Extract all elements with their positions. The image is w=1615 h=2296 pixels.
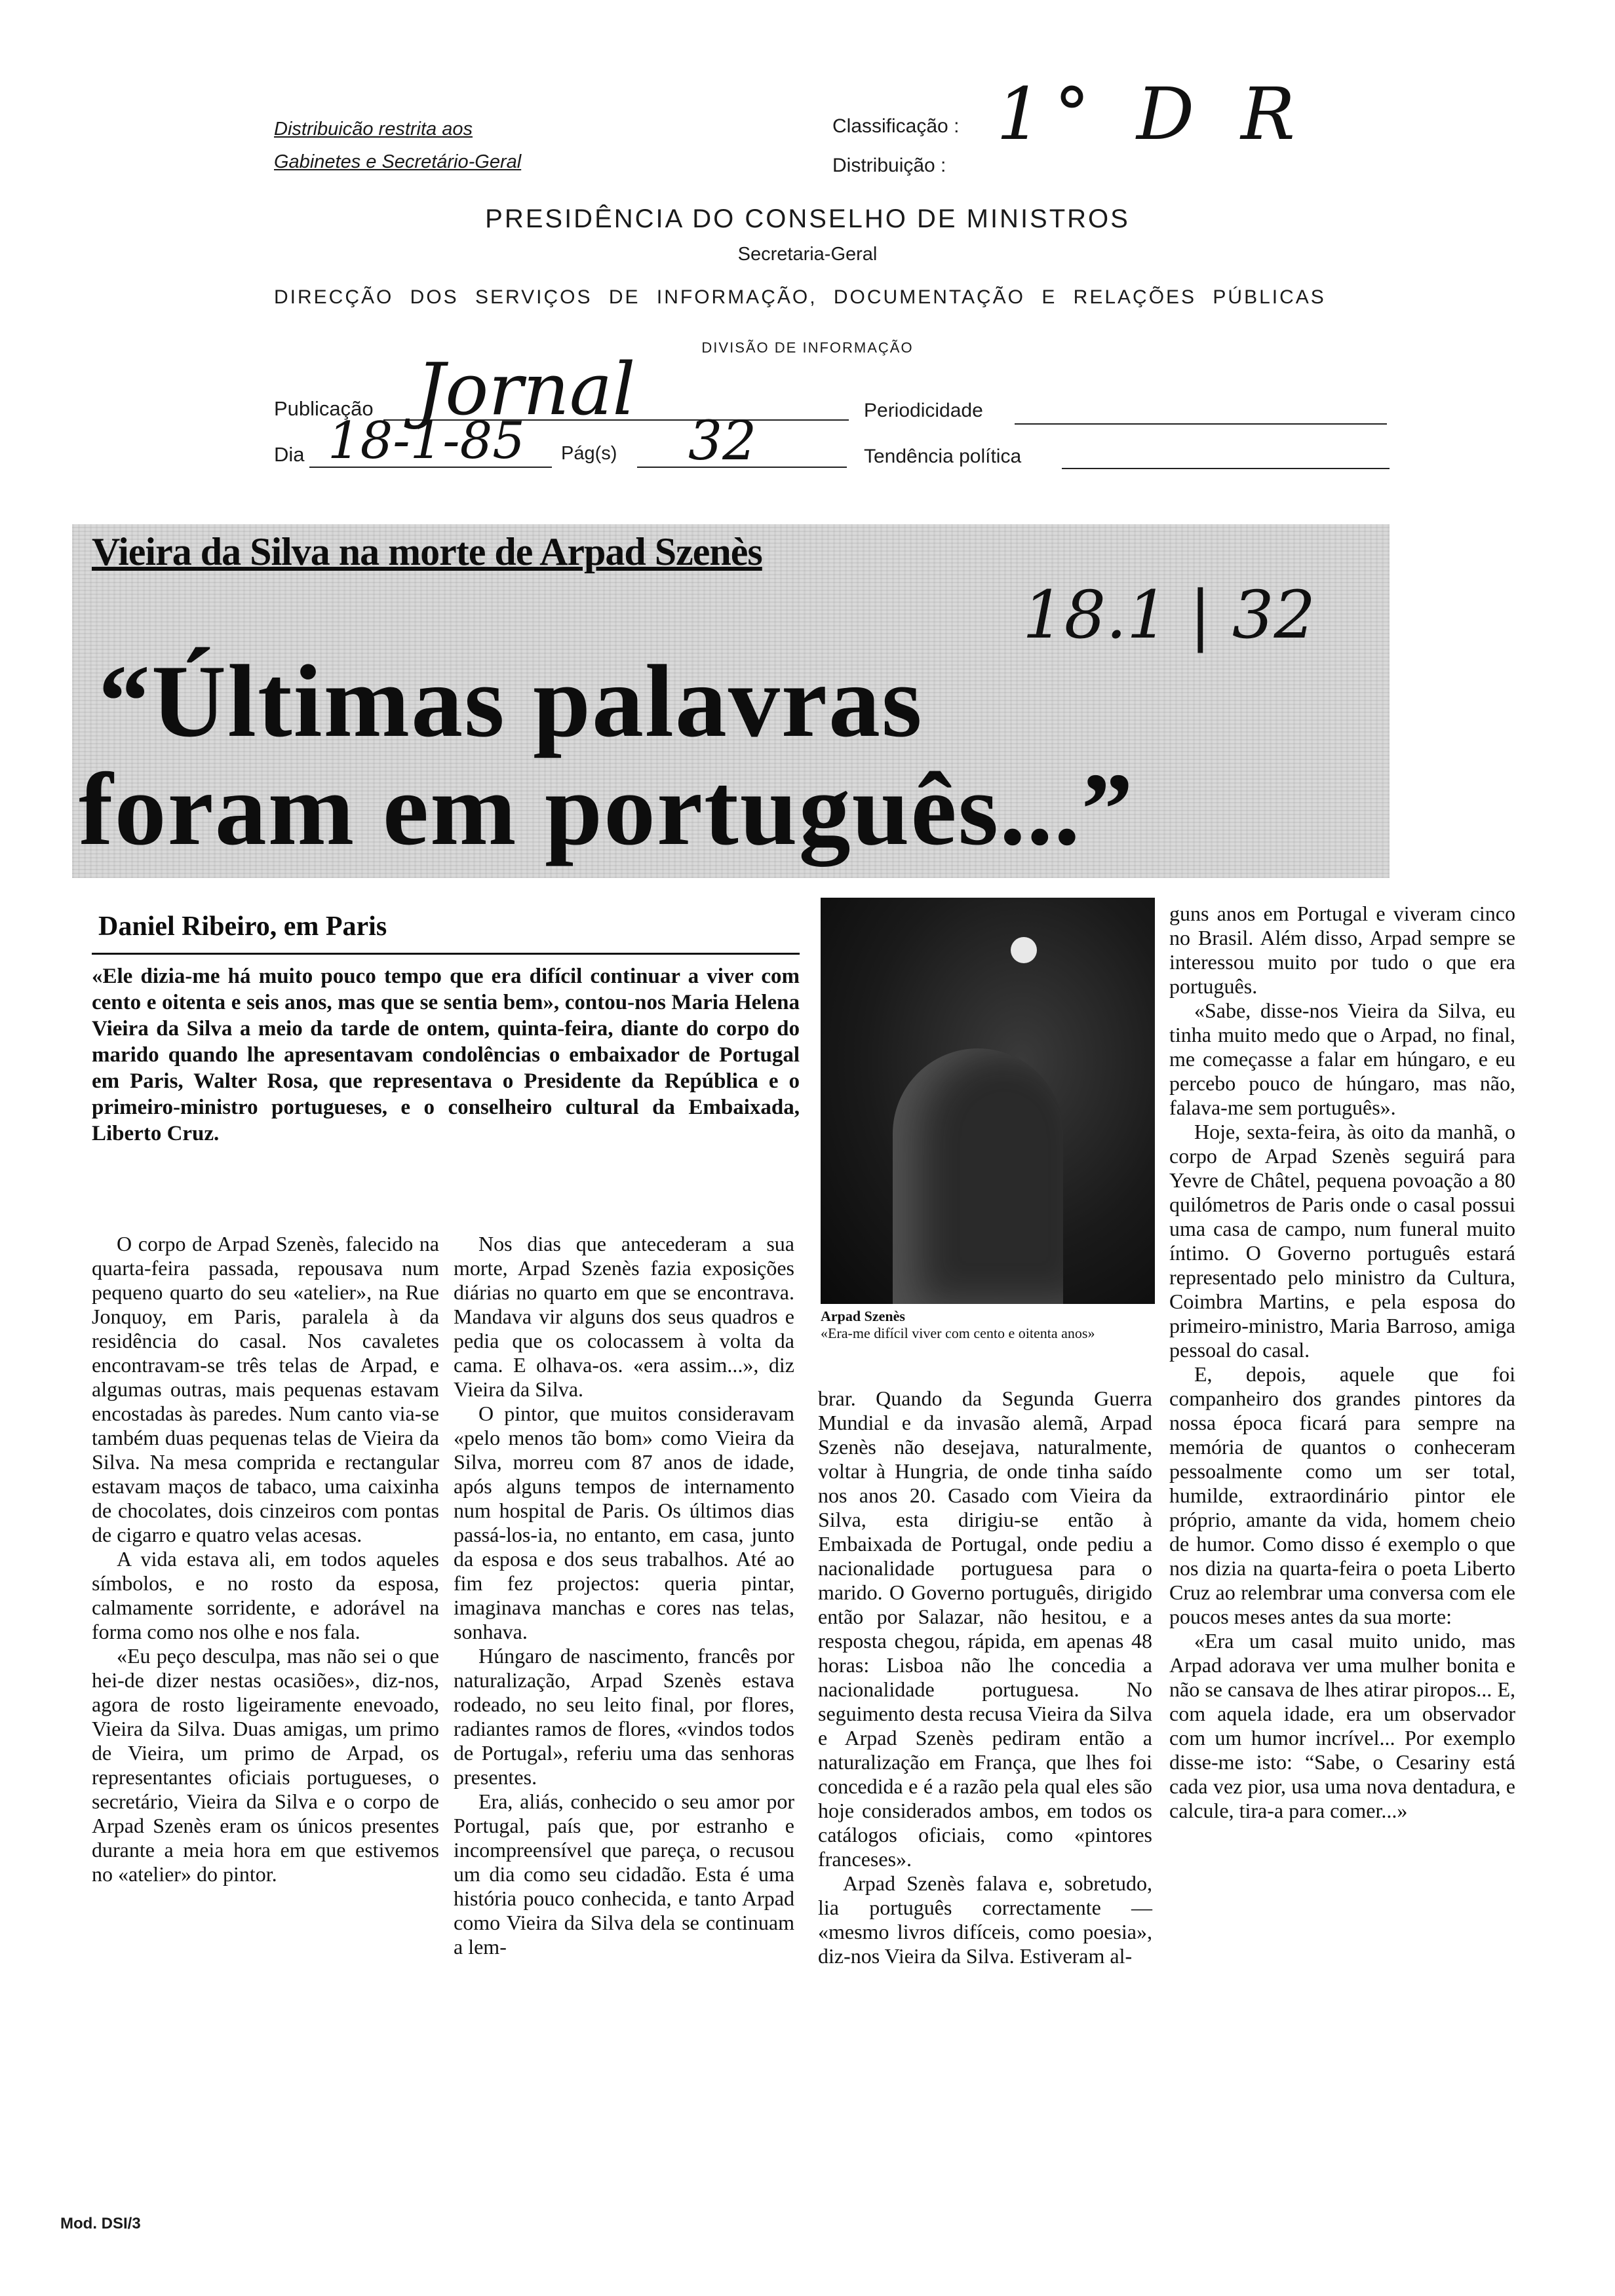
photo-highlight: [1011, 937, 1037, 963]
pags-label: Pág(s): [561, 443, 617, 464]
col2-paragraph-1: Nos dias que antecederam a sua morte, Arpad Szenès fazia exposições diárias no quarto em que se encontrava. Mandava vir alguns dos seus quadros e pedia que os colocassem à volta da cama. E olhava-os. «era assim...», diz Vieira da Silva.: [454, 1232, 794, 1401]
presidencia-title: PRESIDÊNCIA DO CONSELHO DE MINISTROS: [485, 204, 1130, 233]
dia-label: Dia: [274, 443, 305, 466]
distribution-notice: [274, 113, 521, 178]
col2-paragraph-4: Era, aliás, conhecido o seu amor por Portugal, país que, por estranho e incompreensível que pareça, o recusou um dia como seu cidadão. Esta é uma história pouco conhecida, e tanto Arpad como Vieira da Silva dela se continuam a lem-: [454, 1789, 794, 1959]
distribution-line-1: Distribuicão restrita aos: [274, 119, 473, 140]
col4-paragraph-5: «Era um casal muito unido, mas Arpad adorava ver uma mulher bonita e não se cansava de lhes atirar piropos... E, com aquela idade, era um observador com um humor incrível... Por exemplo disse-me isto: “Sabe, o Cesariny está cada vez pior, usa uma nova dentadura, e calcule, tira-a para comer...»: [1169, 1629, 1515, 1822]
byline-rule: [92, 953, 800, 955]
col4-paragraph-2: «Sabe, disse-nos Vieira da Silva, eu tinha muito medo que o Arpad, no final, me começasse a falar em húngaro, e eu percebo pouco de húngaro, mas não, falava-me sem português».: [1169, 999, 1515, 1119]
tendencia-line: [1062, 468, 1390, 469]
col4-paragraph-1: guns anos em Portugal e viveram cinco no Brasil. Além disso, Arpad sempre se interessou muito por tudo o que era português.: [1169, 902, 1515, 998]
headline-line-2: foram em português...”: [79, 752, 1135, 867]
col3-paragraph-1: brar. Quando da Segunda Guerra Mundial e da invasão alemã, Arpad Szenès não desejava, naturalmente, voltar à Hungria, de onde tinha saído nos anos 20. Casado com Vieira da Silva, esta dirigiu-se então à Embaixada de Portugal, onde pediu a nacionalidade portuguesa para o marido. O Governo português, dirigido então por Salazar, não hesitou, e a resposta chegou, rápida, em apenas 48 horas: Lisboa não lhe concedia a nacionalidade portuguesa. No seguimento desta recusa Vieira da Silva e Arpad Szenès pediram então a naturalização em França, que lhes foi concedida e é a razão pela qual eles são hoje considerados ambos, em todos os catálogos oficiais, como «pintores franceses».: [818, 1387, 1152, 1871]
secretaria-title: Secretaria-Geral: [737, 244, 878, 265]
article-column-4: [1169, 902, 1515, 1823]
col1-paragraph-2: A vida estava ali, em todos aqueles símbolos, e no rosto da esposa, calmamente sorridente, e adorável na forma como nos olhe e nos fala.: [92, 1547, 439, 1643]
distribuicao-label: Distribuição :: [832, 155, 946, 176]
col3-paragraph-2: Arpad Szenès falava e, sobretudo, lia português correctamente — «mesmo livros difíceis, como poesia», diz-nos Vieira da Silva. Estiveram al-: [818, 1871, 1152, 1968]
photo-caption-quote: «Era-me difícil viver com cento e oitenta anos»: [821, 1325, 1095, 1341]
arpad-szenes-photo: [821, 898, 1155, 1304]
direccao-title: DIRECÇÃO DOS SERVIÇOS DE INFORMAÇÃO, DOCUMENTAÇÃO E RELAÇÕES PÚBLICAS: [274, 286, 1326, 308]
col4-paragraph-4: E, depois, aquele que foi companheiro dos grandes pintores da nossa época ficará para sempre na memória de quantos o conheceram pessoalmente como um ser total, humilde, extraordinário pintor ele próprio, amante da vida, homem cheio de humor. Como disso é exemplo o que nos dizia na quarta-feira o poeta Liberto Cruz ao relembrar uma conversa com ele poucos meses antes da sua morte:: [1169, 1362, 1515, 1628]
photo-figure: [893, 1048, 1063, 1304]
divisao-title: DIVISÃO DE INFORMAÇÃO: [701, 339, 914, 356]
classification-handwritten: 1° D R: [996, 72, 1307, 156]
col1-paragraph-1: O corpo de Arpad Szenès, falecido na quarta-feira passada, repousava num pequeno quarto do seu «atelier», na Rue Jonquoy, em Paris, paralela à da residência do casal. Nos cavaletes encontravam-se três telas de Arpad, e algumas outras, mais pequenas estavam encostadas às paredes. Num canto via-se também duas pequenas telas de Vieira da Silva. Na mesa comprida e rectangular estavam maços de tabaco, uma caixinha de chocolates, dois cinzeiros com pontas de cigarro e quatro velas acesas.: [92, 1232, 439, 1546]
dia-value: 18-1-85: [328, 411, 525, 470]
article-column-2: [454, 1232, 794, 1959]
handwritten-reference: 18.1 | 32: [1022, 577, 1316, 653]
periodicidade-label: Periodicidade: [864, 400, 983, 421]
classificacao-label: Classificação :: [832, 115, 960, 137]
article-lead: [92, 963, 800, 1147]
article-kicker: Vieira da Silva na morte de Arpad Szenès: [92, 530, 762, 573]
col4-paragraph-3: Hoje, sexta-feira, às oito da manhã, o corpo de Arpad Szenès seguirá para Yevre de Châtel, pequena povoação a 80 quilómetros de Paris onde o casal possui uma casa de campo, num funeral muito íntimo. O Governo português estará representado pelo ministro da Cultura, Coimbra Martins, e pela esposa do primeiro-ministro, Maria Barroso, amiga pessoal do casal.: [1169, 1120, 1515, 1362]
photo-caption: [821, 1308, 1161, 1342]
headline-line-1: “Últimas palavras: [98, 644, 924, 759]
byline: Daniel Ribeiro, em Paris: [98, 911, 387, 942]
form-code: Mod. DSI/3: [60, 2215, 141, 2232]
pags-value: 32: [688, 410, 757, 472]
lead-paragraph: «Ele dizia-me há muito pouco tempo que era difícil continuar a viver com cento e oitenta e seis anos, mas que se sentia bem», contou-nos Maria Helena Vieira da Silva a meio da tarde de ontem, quinta-feira, diante do corpo do marido quando lhe apresentavam condolências o embaixador de Portugal em Paris, Walter Rosa, que representava o Presidente da República e o primeiro-ministro portugueses, e o conselheiro cultural da Embaixada, Liberto Cruz.: [92, 965, 800, 1145]
tendencia-label: Tendência política: [864, 446, 1022, 467]
article-column-1: [92, 1232, 439, 1886]
col2-paragraph-2: O pintor, que muitos consideravam «pelo menos tão bom» como Vieira da Silva, morreu com 87 anos de idade, após alguns tempos de internamento num hospital de Paris. Os últimos dias passá-los-ia, no entanto, em casa, junto da esposa e dos seus trabalhos. Até ao fim fez projectos: queria pintar, imaginava manchas e cores nas telas, sonhava.: [454, 1402, 794, 1643]
photo-caption-name: Arpad Szenès: [821, 1308, 905, 1324]
col1-paragraph-3: «Eu peço desculpa, mas não sei o que hei-de dizer nestas ocasiões», diz-nos, agora de rosto ligeiramente enevoado, Vieira da Silva. Duas amigas, um primo de Vieira, um primo de Arpad, os representantes oficiais portugueses, o secretário, Vieira da Silva e o corpo de Arpad Szenès eram os únicos presentes durante a meia hora em que estivemos no «atelier» do pintor.: [92, 1644, 439, 1886]
col2-paragraph-3: Húngaro de nascimento, francês por naturalização, Arpad Szenès estava rodeado, no seu leito final, por flores, radiantes ramos de flores, «vindos todos de Portugal», referiu uma das senhoras presentes.: [454, 1644, 794, 1789]
periodicidade-line: [1015, 423, 1387, 425]
distribution-line-2: Gabinetes e Secretário-Geral: [274, 151, 522, 172]
publicacao-value: Jornal: [416, 347, 636, 431]
article-column-3: [818, 1387, 1152, 1968]
publicacao-label: Publicação: [274, 397, 374, 420]
